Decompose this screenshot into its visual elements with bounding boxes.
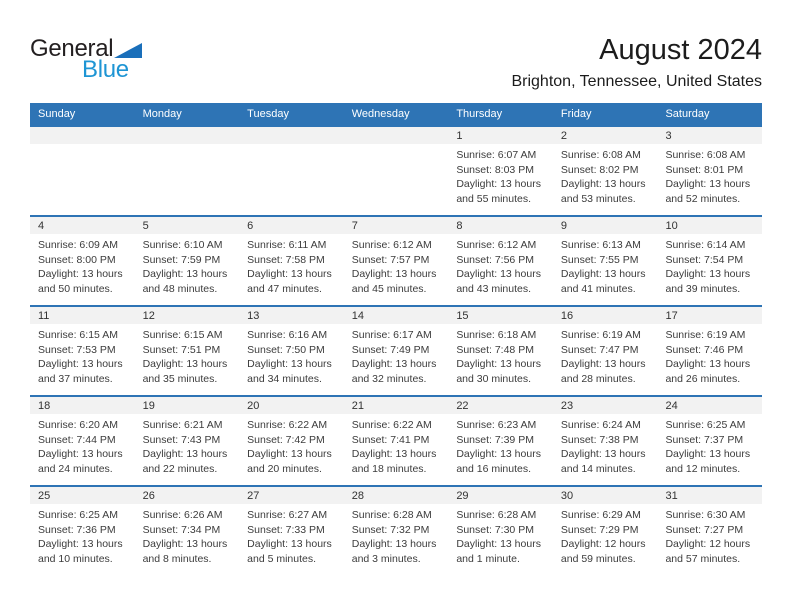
day-info-line: Sunrise: 6:08 AM: [560, 149, 641, 161]
day-info-line: Sunset: 7:55 PM: [560, 253, 639, 266]
calendar-day-cell: [239, 324, 344, 386]
day-info-line: Daylight: 13 hours: [142, 268, 228, 280]
calendar-day-cell: [239, 414, 344, 476]
day-info-line: Sunrise: 6:28 AM: [351, 509, 432, 521]
day-number: 10: [665, 219, 678, 232]
day-info-line: and 45 minutes.: [351, 282, 427, 295]
day-info-line: Daylight: 13 hours: [560, 358, 646, 370]
day-number: 11: [38, 309, 50, 322]
empty-day-number: [135, 127, 240, 144]
weekday-header: Sunday: [38, 108, 76, 120]
day-info-line: and 35 minutes.: [142, 372, 218, 385]
day-info-line: Sunset: 7:49 PM: [351, 343, 430, 356]
day-info-line: Sunset: 7:30 PM: [456, 523, 534, 536]
calendar-day-cell: [448, 504, 553, 566]
weekday-header: Friday: [560, 108, 592, 120]
day-info-line: Sunrise: 6:25 AM: [665, 419, 746, 431]
weekday-header: Monday: [142, 108, 182, 120]
day-number: 14: [351, 309, 364, 322]
day-info-line: Sunrise: 6:29 AM: [560, 509, 641, 521]
calendar-day-cell: [344, 324, 449, 386]
day-info-line: Sunset: 7:37 PM: [665, 433, 744, 446]
calendar-day-cell: [135, 414, 240, 476]
day-number: 19: [142, 399, 155, 412]
calendar-week-row: [30, 395, 762, 485]
calendar-day-cell: [135, 234, 240, 296]
day-info-line: and 12 minutes.: [665, 462, 741, 475]
day-info-line: Daylight: 13 hours: [38, 448, 123, 460]
day-info-line: Daylight: 13 hours: [351, 448, 437, 460]
day-info-line: and 32 minutes.: [351, 372, 427, 385]
day-number: 22: [456, 399, 469, 412]
weekday-header: Tuesday: [247, 108, 289, 120]
day-info-line: Sunset: 7:54 PM: [665, 253, 744, 266]
calendar-day-cell: [30, 324, 135, 386]
day-info-line: and 24 minutes.: [38, 462, 113, 475]
day-info-line: Daylight: 13 hours: [351, 268, 437, 280]
calendar-day-cell: [448, 414, 553, 476]
day-info-line: and 1 minute.: [456, 552, 520, 565]
day-info-line: Sunset: 7:47 PM: [560, 343, 639, 356]
day-info-line: and 50 minutes.: [38, 282, 113, 295]
weekday-header: Thursday: [456, 108, 503, 120]
calendar-day-cell: [553, 414, 658, 476]
day-info-line: Sunset: 7:51 PM: [142, 343, 221, 356]
day-info-line: Sunrise: 6:17 AM: [351, 329, 432, 341]
day-info-line: Daylight: 13 hours: [665, 448, 751, 460]
empty-day-cell: [344, 144, 449, 206]
calendar: [30, 103, 762, 575]
day-number-band: [30, 217, 762, 234]
day-number: 13: [247, 309, 260, 322]
calendar-day-cell: [30, 504, 135, 566]
day-info-line: Sunrise: 6:21 AM: [142, 419, 223, 431]
day-info-line: Daylight: 13 hours: [142, 358, 228, 370]
day-number: 4: [38, 219, 45, 232]
day-info-line: Sunrise: 6:24 AM: [560, 419, 641, 431]
page-subtitle: Brighton, Tennessee, United States: [511, 73, 762, 90]
day-number: 26: [142, 489, 155, 502]
day-info-line: and 26 minutes.: [665, 372, 741, 385]
empty-day-number: [239, 127, 344, 144]
day-info-line: Daylight: 13 hours: [247, 448, 332, 460]
day-number: 9: [560, 219, 568, 232]
day-info-line: Sunrise: 6:20 AM: [38, 419, 118, 431]
day-info-line: Sunset: 7:36 PM: [38, 523, 116, 536]
day-info-line: and 34 minutes.: [247, 372, 322, 385]
calendar-weeks: [30, 125, 762, 575]
day-info-line: Sunset: 8:01 PM: [665, 163, 744, 176]
day-info-line: Sunset: 7:48 PM: [456, 343, 534, 356]
calendar-day-cell: [657, 504, 762, 566]
day-info-line: Sunrise: 6:10 AM: [142, 239, 223, 251]
day-info-line: Sunset: 8:00 PM: [38, 253, 116, 266]
day-info-line: Sunrise: 6:30 AM: [665, 509, 746, 521]
day-info-line: and 59 minutes.: [560, 552, 636, 565]
calendar-day-cell: [657, 144, 762, 206]
calendar-day-cell: [448, 234, 553, 296]
empty-day-cell: [30, 144, 135, 206]
day-number-band: [30, 127, 762, 144]
day-info-line: and 53 minutes.: [560, 192, 636, 205]
day-info-line: Sunset: 8:02 PM: [560, 163, 639, 176]
day-number: 2: [560, 129, 568, 142]
day-info-line: Sunset: 7:42 PM: [247, 433, 325, 446]
calendar-day-cell: [239, 234, 344, 296]
weekday-header: Saturday: [665, 108, 710, 120]
calendar-day-cell: [553, 504, 658, 566]
day-info-line: Sunrise: 6:09 AM: [38, 239, 118, 251]
day-number-band: [30, 307, 762, 324]
day-number: 15: [456, 309, 469, 322]
day-number: 16: [560, 309, 574, 322]
day-info-line: Sunrise: 6:19 AM: [665, 329, 746, 341]
weekday-header: Wednesday: [351, 108, 410, 120]
day-info-line: and 57 minutes.: [665, 552, 741, 565]
calendar-day-cell: [30, 414, 135, 476]
day-number: 31: [665, 489, 678, 502]
day-info-line: and 55 minutes.: [456, 192, 532, 205]
calendar-day-cell: [553, 144, 658, 206]
day-info-line: Sunrise: 6:15 AM: [38, 329, 118, 341]
day-info-line: Daylight: 13 hours: [560, 268, 646, 280]
day-info-line: Sunrise: 6:27 AM: [247, 509, 328, 521]
day-info-line: and 37 minutes.: [38, 372, 113, 385]
general-blue-logo: [30, 35, 142, 83]
calendar-day-cell: [448, 144, 553, 206]
day-info-line: Sunset: 7:46 PM: [665, 343, 744, 356]
day-info-line: Sunrise: 6:12 AM: [351, 239, 432, 251]
week-body: [30, 324, 762, 386]
calendar-week-row: [30, 215, 762, 305]
day-info-line: and 22 minutes.: [142, 462, 218, 475]
day-info-line: Daylight: 13 hours: [142, 448, 228, 460]
day-info-line: and 5 minutes.: [247, 552, 317, 565]
day-info-line: Daylight: 13 hours: [456, 448, 541, 460]
day-info-line: Daylight: 12 hours: [560, 538, 646, 550]
day-info-line: Sunrise: 6:08 AM: [665, 149, 746, 161]
calendar-day-cell: [344, 504, 449, 566]
calendar-day-cell: [135, 324, 240, 386]
day-info-line: Sunrise: 6:18 AM: [456, 329, 537, 341]
day-info-line: and 28 minutes.: [560, 372, 636, 385]
day-info-line: Sunset: 7:32 PM: [351, 523, 430, 536]
day-info-line: Sunrise: 6:26 AM: [142, 509, 223, 521]
day-info-line: Sunset: 7:59 PM: [142, 253, 221, 266]
day-info-line: and 43 minutes.: [456, 282, 532, 295]
day-number: 17: [665, 309, 678, 322]
calendar-week-row: [30, 485, 762, 575]
day-number: 5: [142, 219, 149, 232]
day-info-line: Daylight: 13 hours: [38, 538, 123, 550]
day-number: 28: [351, 489, 364, 502]
empty-day-cell: [135, 144, 240, 206]
calendar-day-cell: [30, 234, 135, 296]
calendar-day-cell: [553, 324, 658, 386]
day-number: 8: [456, 219, 463, 232]
day-info-line: Sunrise: 6:19 AM: [560, 329, 641, 341]
day-info-line: Sunset: 7:53 PM: [38, 343, 116, 356]
day-info-line: Daylight: 13 hours: [247, 538, 332, 550]
empty-day-number: [344, 127, 449, 144]
day-info-line: and 8 minutes.: [142, 552, 212, 565]
week-body: [30, 504, 762, 566]
day-info-line: and 10 minutes.: [38, 552, 113, 565]
day-info-line: Sunset: 7:39 PM: [456, 433, 534, 446]
day-number: 20: [247, 399, 260, 412]
day-number: 1: [456, 129, 463, 142]
day-info-line: Sunset: 7:50 PM: [247, 343, 325, 356]
day-info-line: Sunset: 7:41 PM: [351, 433, 430, 446]
day-info-line: Daylight: 13 hours: [456, 178, 541, 190]
day-info-line: Sunset: 7:44 PM: [38, 433, 116, 446]
calendar-day-cell: [657, 414, 762, 476]
day-info-line: Sunset: 7:34 PM: [142, 523, 221, 536]
day-info-line: Daylight: 13 hours: [38, 268, 123, 280]
day-info-line: and 41 minutes.: [560, 282, 636, 295]
day-info-line: Daylight: 13 hours: [560, 178, 646, 190]
calendar-day-cell: [448, 324, 553, 386]
empty-day-cell: [239, 144, 344, 206]
day-number-band: [30, 397, 762, 414]
day-info-line: and 14 minutes.: [560, 462, 636, 475]
day-info-line: Daylight: 13 hours: [351, 538, 437, 550]
day-info-line: and 30 minutes.: [456, 372, 532, 385]
day-number: 27: [247, 489, 260, 502]
week-body: [30, 414, 762, 476]
page-title: August 2024: [599, 34, 762, 66]
calendar-week-row: [30, 125, 762, 215]
day-number: 23: [560, 399, 574, 412]
day-number: 6: [247, 219, 254, 232]
day-number: 25: [38, 489, 51, 502]
day-number: 24: [665, 399, 678, 412]
day-info-line: Sunrise: 6:14 AM: [665, 239, 746, 251]
day-number: 30: [560, 489, 574, 502]
calendar-day-cell: [135, 504, 240, 566]
day-info-line: Sunrise: 6:25 AM: [38, 509, 118, 521]
logo-text-general: General: [30, 35, 114, 62]
day-number: 18: [38, 399, 51, 412]
calendar-day-cell: [657, 324, 762, 386]
day-info-line: Sunrise: 6:22 AM: [247, 419, 328, 431]
day-info-line: Daylight: 13 hours: [456, 358, 541, 370]
calendar-week-row: [30, 305, 762, 395]
week-body: [30, 234, 762, 296]
day-info-line: Daylight: 13 hours: [456, 538, 541, 550]
day-info-line: Sunrise: 6:13 AM: [560, 239, 641, 251]
day-info-line: and 48 minutes.: [142, 282, 218, 295]
day-info-line: Daylight: 13 hours: [142, 538, 228, 550]
calendar-day-cell: [344, 234, 449, 296]
day-info-line: Daylight: 13 hours: [247, 358, 332, 370]
day-info-line: Sunset: 7:33 PM: [247, 523, 325, 536]
day-info-line: Daylight: 12 hours: [665, 538, 751, 550]
day-info-line: Sunset: 7:29 PM: [560, 523, 639, 536]
weekday-header-row: [30, 103, 762, 125]
day-info-line: Sunrise: 6:22 AM: [351, 419, 432, 431]
day-info-line: Sunrise: 6:28 AM: [456, 509, 537, 521]
day-number: 7: [351, 219, 358, 232]
day-info-line: and 39 minutes.: [665, 282, 741, 295]
day-info-line: Sunrise: 6:07 AM: [456, 149, 537, 161]
calendar-day-cell: [239, 504, 344, 566]
day-number: 21: [351, 399, 364, 412]
day-info-line: Sunrise: 6:12 AM: [456, 239, 537, 251]
day-info-line: Daylight: 13 hours: [560, 448, 646, 460]
logo-text-blue: Blue: [82, 56, 129, 83]
day-info-line: Sunrise: 6:16 AM: [247, 329, 328, 341]
day-info-line: and 16 minutes.: [456, 462, 532, 475]
day-info-line: Sunset: 7:56 PM: [456, 253, 534, 266]
day-info-line: Daylight: 13 hours: [351, 358, 437, 370]
day-info-line: Daylight: 13 hours: [456, 268, 541, 280]
day-number: 3: [665, 129, 672, 142]
calendar-day-cell: [657, 234, 762, 296]
day-info-line: Sunset: 8:03 PM: [456, 163, 534, 176]
calendar-day-cell: [553, 234, 658, 296]
day-info-line: Sunset: 7:58 PM: [247, 253, 325, 266]
day-info-line: and 3 minutes.: [351, 552, 421, 565]
day-info-line: Sunset: 7:57 PM: [351, 253, 430, 266]
empty-day-number: [30, 127, 135, 144]
week-body: [30, 144, 762, 206]
day-info-line: Sunrise: 6:23 AM: [456, 419, 537, 431]
day-info-line: Sunset: 7:38 PM: [560, 433, 639, 446]
day-info-line: Daylight: 13 hours: [665, 358, 751, 370]
day-info-line: and 18 minutes.: [351, 462, 427, 475]
day-info-line: and 20 minutes.: [247, 462, 322, 475]
day-number-band: [30, 487, 762, 504]
day-info-line: Sunset: 7:43 PM: [142, 433, 221, 446]
day-info-line: Daylight: 13 hours: [665, 178, 751, 190]
day-info-line: Sunrise: 6:15 AM: [142, 329, 223, 341]
day-number: 12: [142, 309, 155, 322]
day-info-line: Daylight: 13 hours: [665, 268, 751, 280]
day-info-line: and 47 minutes.: [247, 282, 322, 295]
day-info-line: Sunrise: 6:11 AM: [247, 239, 327, 251]
day-info-line: Daylight: 13 hours: [247, 268, 332, 280]
calendar-day-cell: [344, 414, 449, 476]
day-info-line: Sunset: 7:27 PM: [665, 523, 744, 536]
day-info-line: Daylight: 13 hours: [38, 358, 123, 370]
day-info-line: and 52 minutes.: [665, 192, 741, 205]
day-number: 29: [456, 489, 469, 502]
title-block: [511, 34, 762, 91]
